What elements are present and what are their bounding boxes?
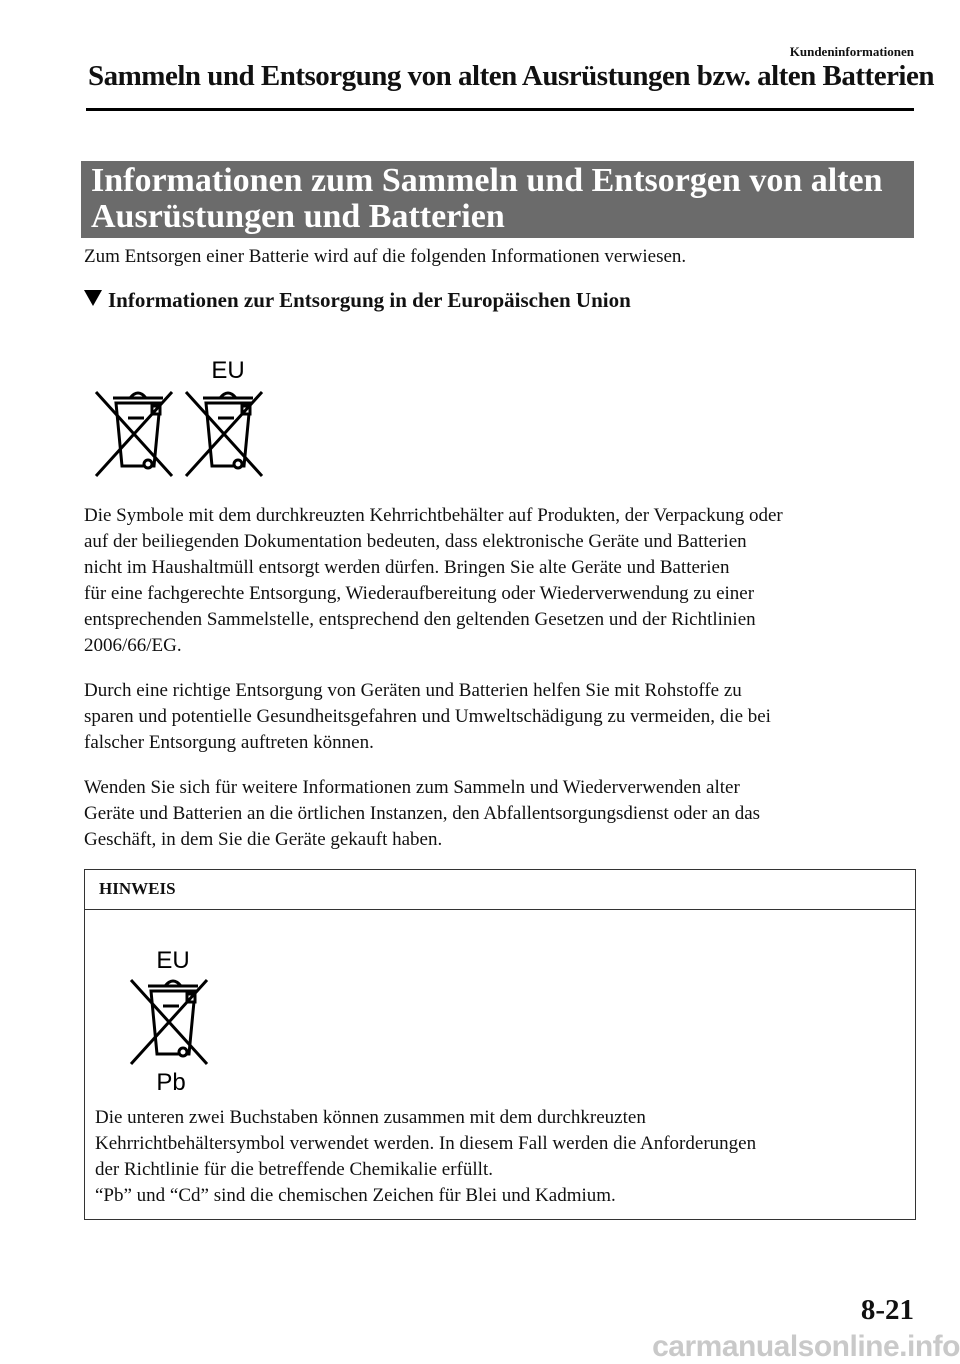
- paragraph-line: für eine fachgerechte Entsorgung, Wiederaufbereitung oder Wiederverwendung zu einer: [84, 583, 755, 604]
- triangle-bullet-icon: [84, 290, 102, 306]
- note-header: [85, 870, 915, 910]
- paragraph-line: falscher Entsorgung auftreten können.: [84, 732, 374, 753]
- eu-label: EU: [156, 947, 190, 974]
- banner-line-2: Ausrüstungen und Batterien: [91, 198, 505, 235]
- paragraph-line: nicht im Haushaltmüll entsorgt werden dürfen. Bringen Sie alte Geräte und Batterien: [84, 557, 730, 578]
- crossed-out-wheeled-bin-icon: [186, 392, 262, 476]
- page-number: 8-21: [860, 1294, 914, 1326]
- paragraph-line: Wenden Sie sich für weitere Informationen zum Sammeln und Wiederverwenden alter: [84, 777, 740, 798]
- paragraph-line: Geschäft, in dem Sie die Geräte gekauft haben.: [84, 829, 443, 850]
- paragraph-line: Geräte und Batterien an die örtlichen Instanzen, den Abfallentsorgungsdienst oder an das: [84, 803, 761, 824]
- crossed-out-wheeled-bin-icon: [96, 392, 172, 476]
- page-header-title: Sammeln und Entsorgung von alten Ausrüstungen bzw. alten Batterien: [88, 60, 934, 92]
- paragraph-2: [84, 678, 916, 756]
- header-rule: [86, 108, 914, 111]
- banner-line-1: Informationen zum Sammeln und Entsorgen von alten: [91, 162, 883, 199]
- paragraph-line: sparen und potentielle Gesundheitsgefahren und Umweltschädigung zu vermeiden, die bei: [84, 706, 771, 727]
- weee-symbols: [88, 356, 278, 482]
- pb-label: Pb: [156, 1069, 186, 1094]
- watermark: carmanualsonline.info: [652, 1330, 960, 1363]
- note-box: [84, 869, 916, 1220]
- section-banner: [81, 161, 914, 238]
- paragraph-3: [84, 775, 916, 853]
- note-line: der Richtlinie für die betreffende Chemikalie erfüllt.: [95, 1159, 493, 1180]
- subheading-text: Informationen zur Entsorgung in der Europäischen Union: [108, 288, 631, 312]
- crossed-out-wheeled-bin-icon: [131, 980, 207, 1064]
- paragraph-1: [84, 503, 916, 659]
- paragraph-line: 2006/66/EG.: [84, 635, 182, 656]
- note-line: Kehrrichtbehältersymbol verwendet werden. In diesem Fall werden die Anforderungen: [95, 1133, 757, 1154]
- paragraph-line: Durch eine richtige Entsorgung von Geräten und Batterien helfen Sie mit Rohstoffe zu: [84, 680, 742, 701]
- note-text: [95, 1105, 905, 1209]
- note-line: Die unteren zwei Buchstaben können zusammen mit dem durchkreuzten: [95, 1107, 646, 1128]
- weee-pb-symbol: [125, 944, 215, 1094]
- intro-text: Zum Entsorgen einer Batterie wird auf die folgenden Informationen verwiesen.: [84, 246, 687, 267]
- paragraph-line: Die Symbole mit dem durchkreuzten Kehrrichtbehälter auf Produkten, der Verpackung oder: [84, 505, 783, 526]
- section-label: Kundeninformationen: [789, 44, 914, 59]
- eu-label: EU: [211, 357, 245, 384]
- note-line: “Pb” und “Cd” sind die chemischen Zeichen für Blei und Kadmium.: [95, 1185, 616, 1206]
- note-title: HINWEIS: [99, 879, 176, 898]
- paragraph-line: auf der beiliegenden Dokumentation bedeuten, dass elektronische Geräte und Batterien: [84, 531, 747, 552]
- paragraph-line: entsprechenden Sammelstelle, entsprechend den geltenden Gesetzen und der Richtlinien: [84, 609, 756, 630]
- subheading: [84, 288, 631, 313]
